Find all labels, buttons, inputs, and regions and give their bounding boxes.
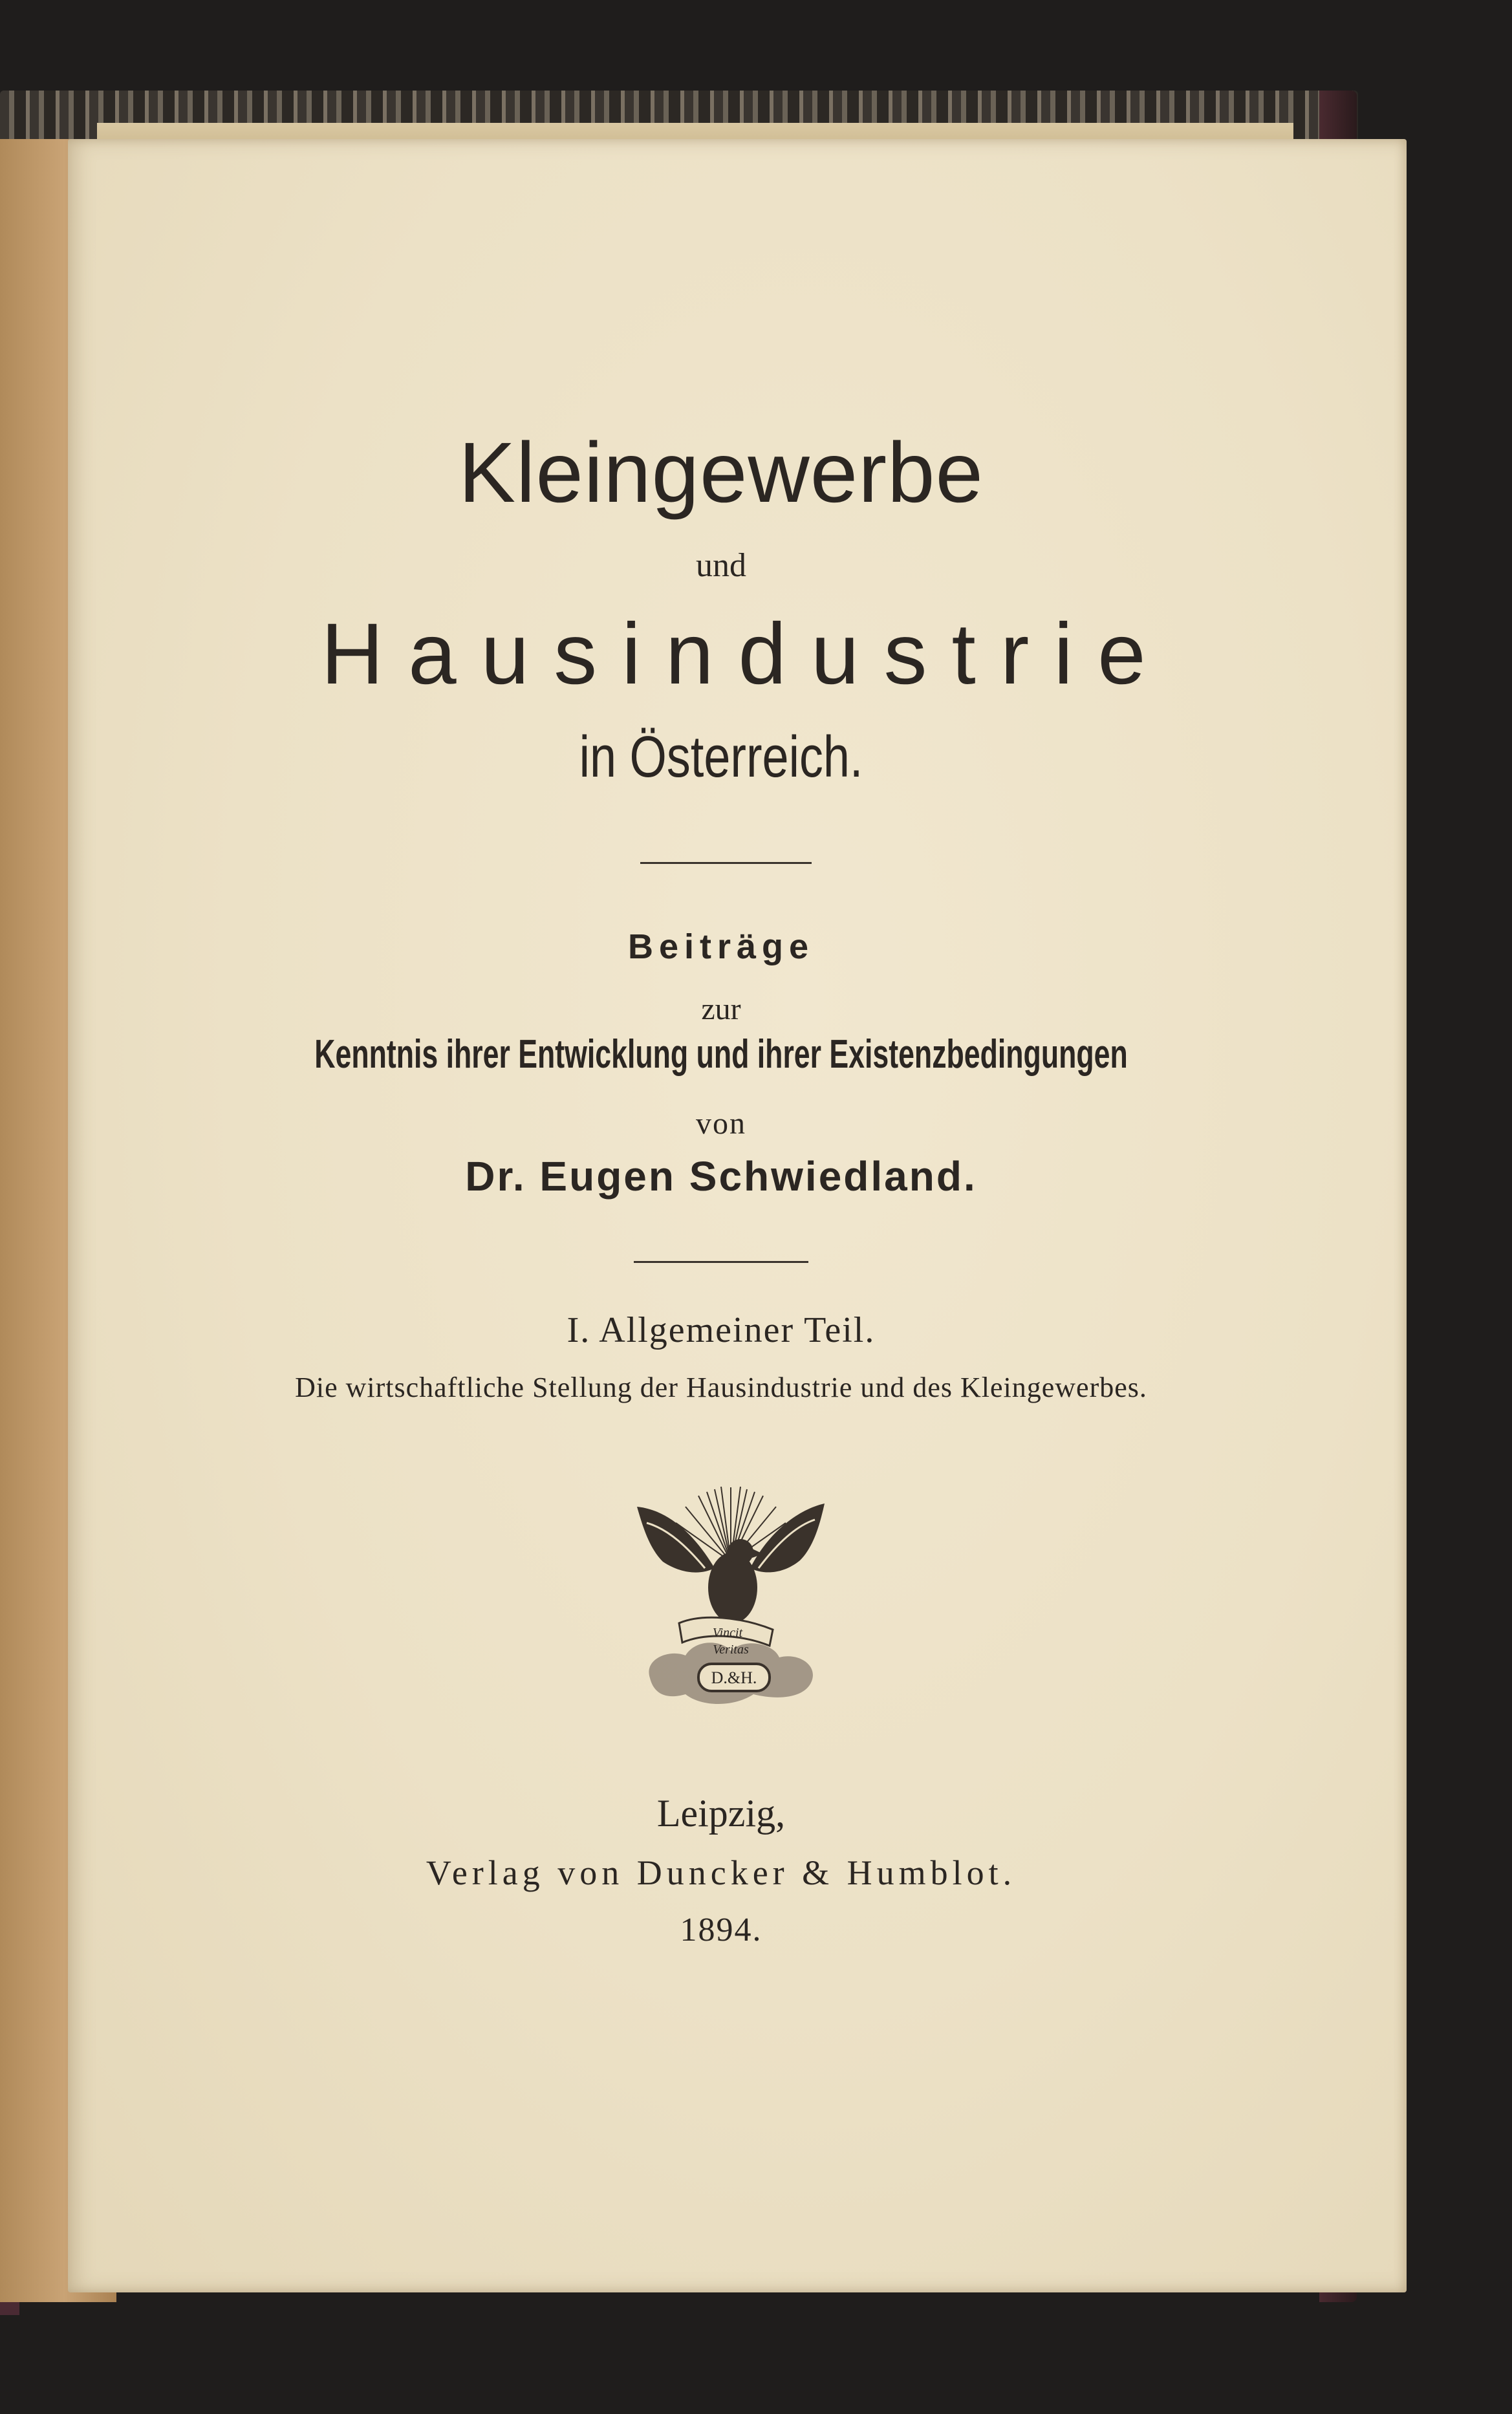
contribution-connector: zur bbox=[701, 992, 741, 1026]
mark-motto-line-1: Vincit bbox=[712, 1626, 743, 1640]
imprint-year: 1894. bbox=[680, 1912, 762, 1948]
imprint-city: Leipzig, bbox=[656, 1792, 786, 1835]
divider-rule bbox=[634, 1261, 808, 1263]
divider-rule bbox=[640, 862, 812, 864]
author-prefix: von bbox=[696, 1106, 746, 1141]
eagle-printers-mark-icon bbox=[624, 1484, 837, 1717]
title-connector: und bbox=[696, 547, 746, 584]
title-line-3: in Österreich. bbox=[579, 725, 863, 790]
part-subtitle: Die wirtschaftliche Stellung der Hausindustrie und des Kleingewerbes. bbox=[295, 1372, 1147, 1403]
title-line-2: Hausindustrie bbox=[321, 606, 1171, 702]
title-line-1: Kleingewerbe bbox=[459, 425, 984, 520]
author-name: Dr. Eugen Schwiedland. bbox=[465, 1153, 977, 1200]
mark-initials: D.&H. bbox=[711, 1668, 757, 1687]
title-page-content bbox=[68, 139, 1407, 2292]
mark-motto-line-2: Veritas bbox=[713, 1643, 749, 1657]
imprint-publisher: Verlag von Duncker & Humblot. bbox=[426, 1853, 1017, 1892]
part-label: I. Allgemeiner Teil. bbox=[567, 1310, 876, 1350]
contribution-subject: Kenntnis ihrer Entwicklung und ihrer Existenzbedingungen bbox=[314, 1032, 1128, 1077]
contribution-label: Beiträge bbox=[627, 927, 815, 966]
